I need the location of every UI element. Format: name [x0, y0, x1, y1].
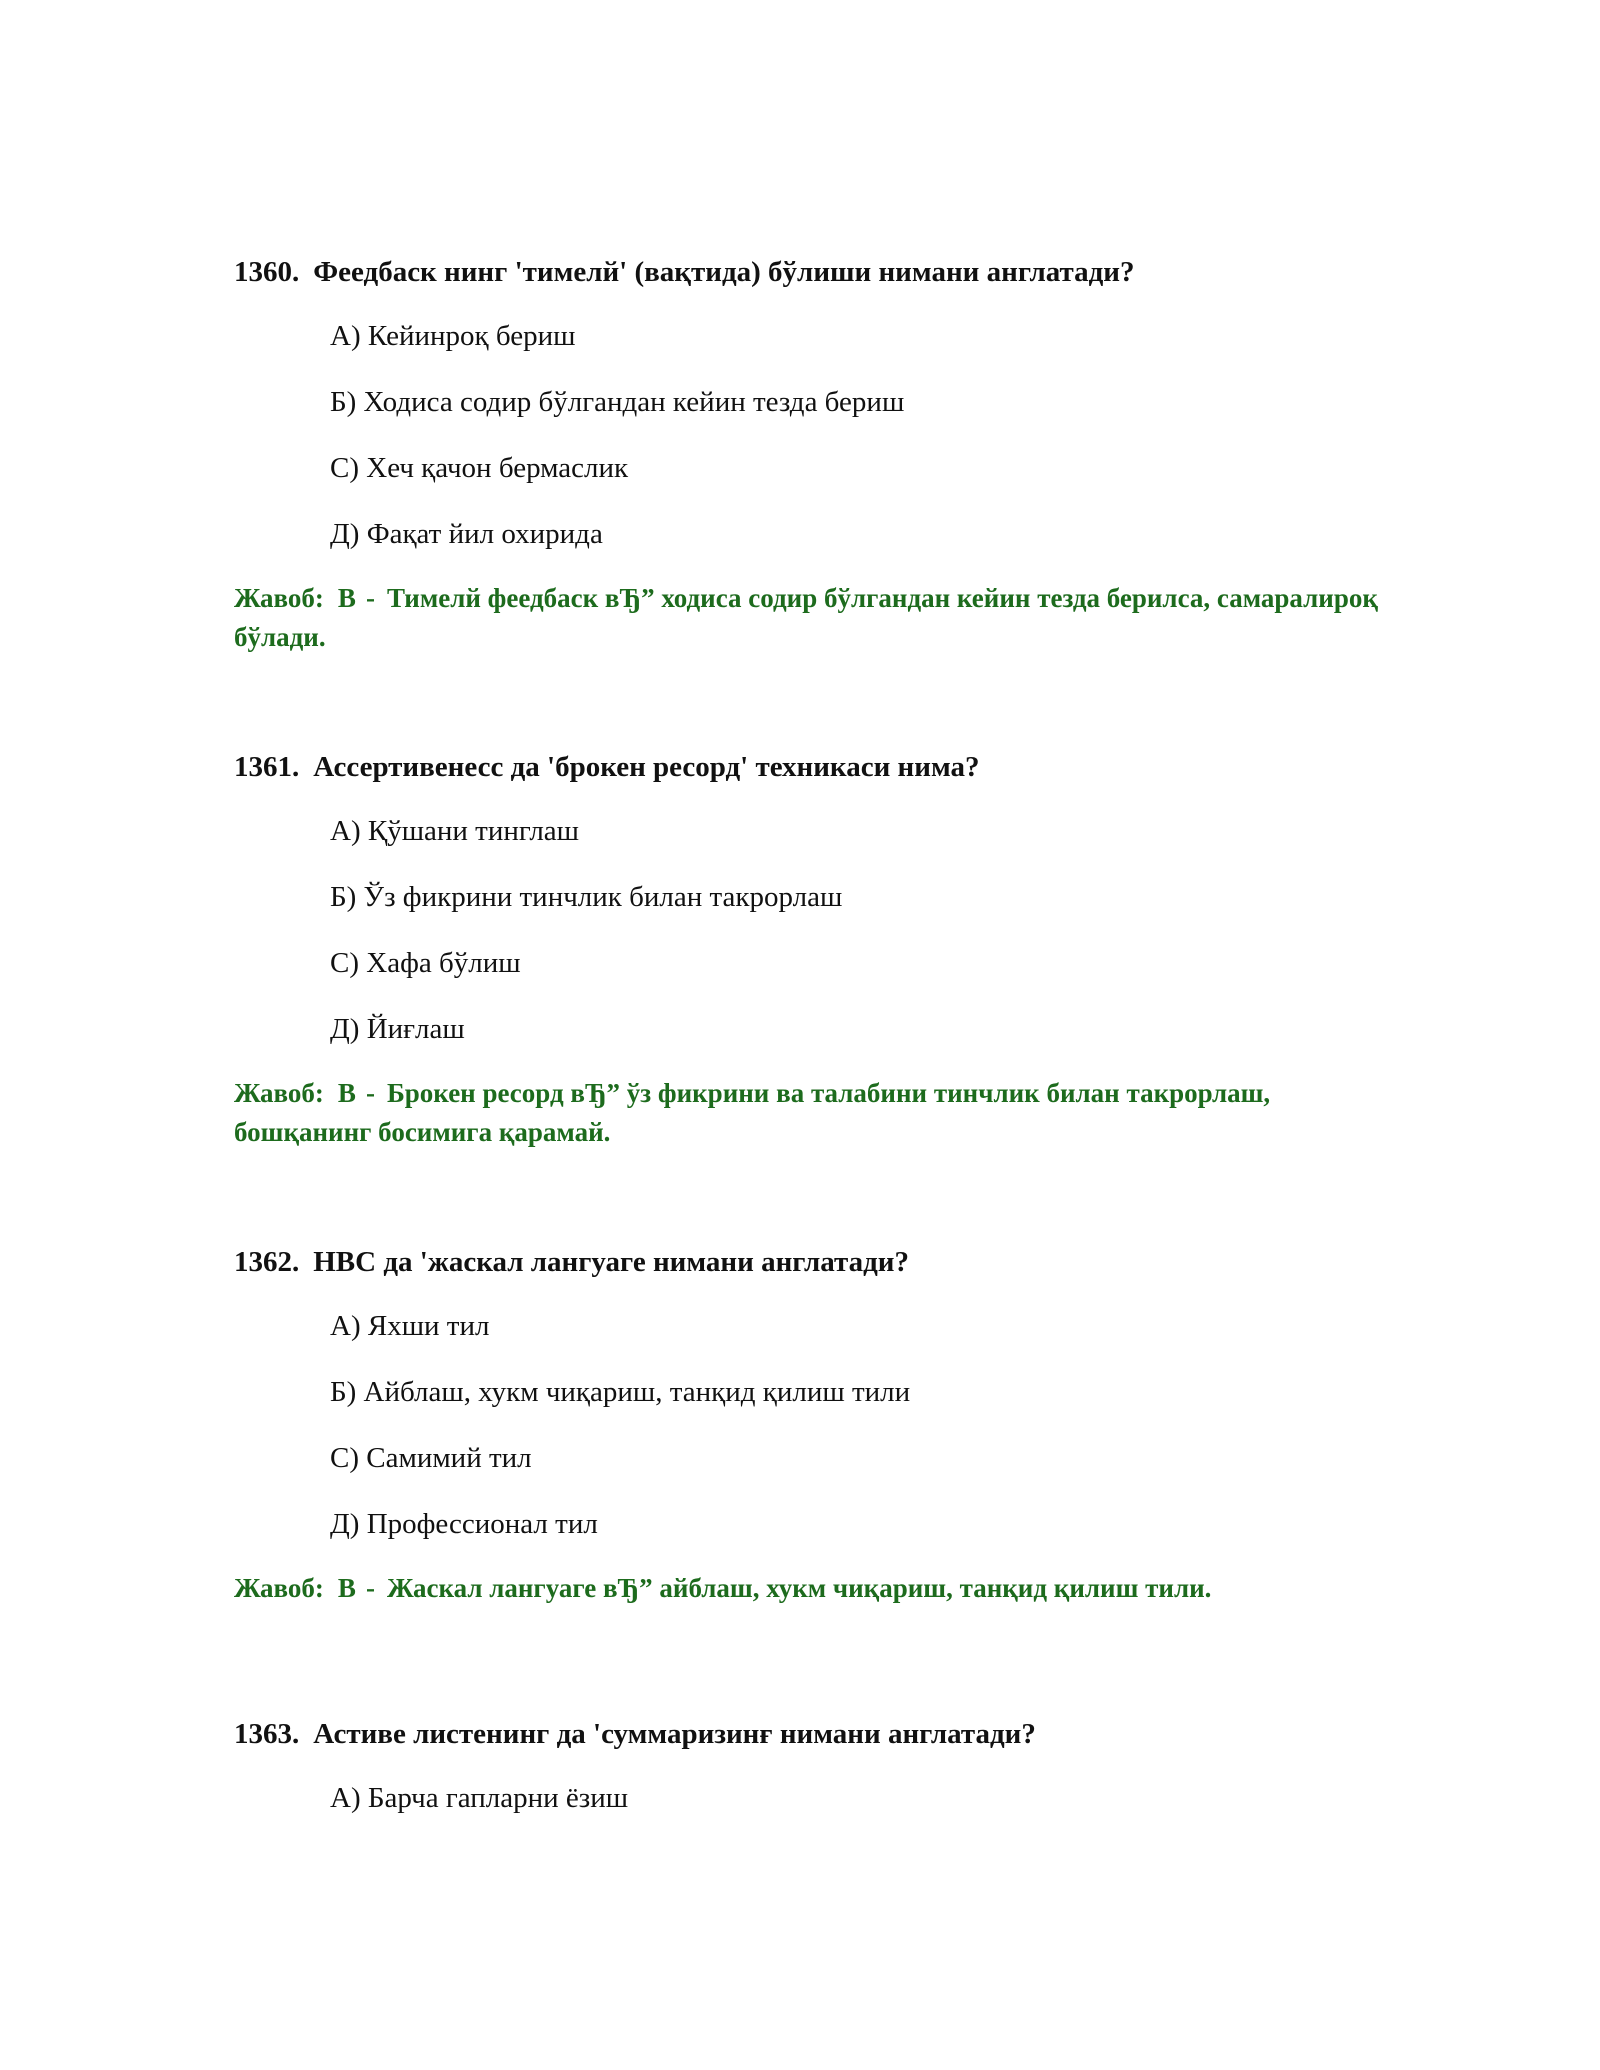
- answer-option: Д) Профессионал тил: [330, 1508, 598, 1540]
- answer-explanation: [234, 1569, 1394, 1608]
- question-number: 1360.: [234, 256, 300, 288]
- answer-label: Жавоб:: [234, 1078, 324, 1108]
- answer-option: Д) Фақат йил охирида: [330, 518, 603, 550]
- answer-option: С) Хафа бўлиш: [330, 947, 521, 979]
- question-number: 1363.: [234, 1718, 300, 1750]
- answer-explanation: [234, 579, 1394, 657]
- answer-text: Жаскал лангуаге вЂ” айблаш, хукм чиқариш, танқид қилиш тили.: [386, 1573, 1212, 1603]
- answer-explanation: [234, 1074, 1394, 1152]
- question-heading: [234, 1716, 1394, 1752]
- answer-letter: B: [337, 1573, 356, 1603]
- question-heading: [234, 1244, 1394, 1280]
- question-text: НВС да 'жаскал лангуаге нимани англатади?: [313, 1246, 909, 1278]
- question-block: [234, 1244, 1394, 1603]
- answer-option: А) Қўшани тинглаш: [330, 815, 579, 847]
- answer-option: Б) Айблаш, хукм чиқариш, танқид қилиш тили: [330, 1376, 911, 1408]
- answer-dash: -: [365, 1573, 375, 1603]
- answer-text: Тимелй феедбаск вЂ” ходиса содир бўлгандан кейин тезда берилса, самаралироқ бўлади.: [234, 583, 1378, 652]
- answer-option: А) Яхши тил: [330, 1310, 490, 1342]
- answer-text: Брокен ресорд вЂ” ўз фикрини ва талабини тинчлик билан такрорлаш, бошқанинг босимига қарамай.: [234, 1078, 1271, 1147]
- answer-dash: -: [365, 583, 375, 613]
- question-block: [234, 749, 1394, 1147]
- answer-option: А) Барча гапларни ёзиш: [330, 1782, 629, 1814]
- answer-option: Б) Ўз фикрини тинчлик билан такрорлаш: [330, 881, 843, 913]
- question-number: 1361.: [234, 751, 300, 783]
- answer-option: А) Кейинроқ бериш: [330, 320, 576, 352]
- answer-option: Д) Йиғлаш: [330, 1013, 465, 1045]
- answer-option: С) Самимий тил: [330, 1442, 532, 1474]
- question-block: [234, 1716, 1394, 1814]
- answer-option: С) Хеч қачон бермаслик: [330, 452, 629, 484]
- answer-dash: -: [365, 1078, 375, 1108]
- answer-letter: B: [337, 583, 356, 613]
- question-block: [234, 254, 1394, 652]
- question-text: Ассертивенесс да 'брокен ресорд' техникаси нима?: [313, 751, 980, 783]
- answer-option: Б) Ходиса содир бўлгандан кейин тезда бериш: [330, 386, 905, 418]
- question-text: Феедбаск нинг 'тимелй' (вақтида) бўлиши нимани англатади?: [313, 256, 1135, 288]
- question-text: Астиве листенинг да 'суммаризинғ нимани англатади?: [313, 1718, 1036, 1750]
- question-number: 1362.: [234, 1246, 300, 1278]
- question-heading: [234, 254, 1394, 290]
- answer-label: Жавоб:: [234, 1573, 324, 1603]
- question-heading: [234, 749, 1394, 785]
- answer-label: Жавоб:: [234, 583, 324, 613]
- answer-letter: B: [337, 1078, 356, 1108]
